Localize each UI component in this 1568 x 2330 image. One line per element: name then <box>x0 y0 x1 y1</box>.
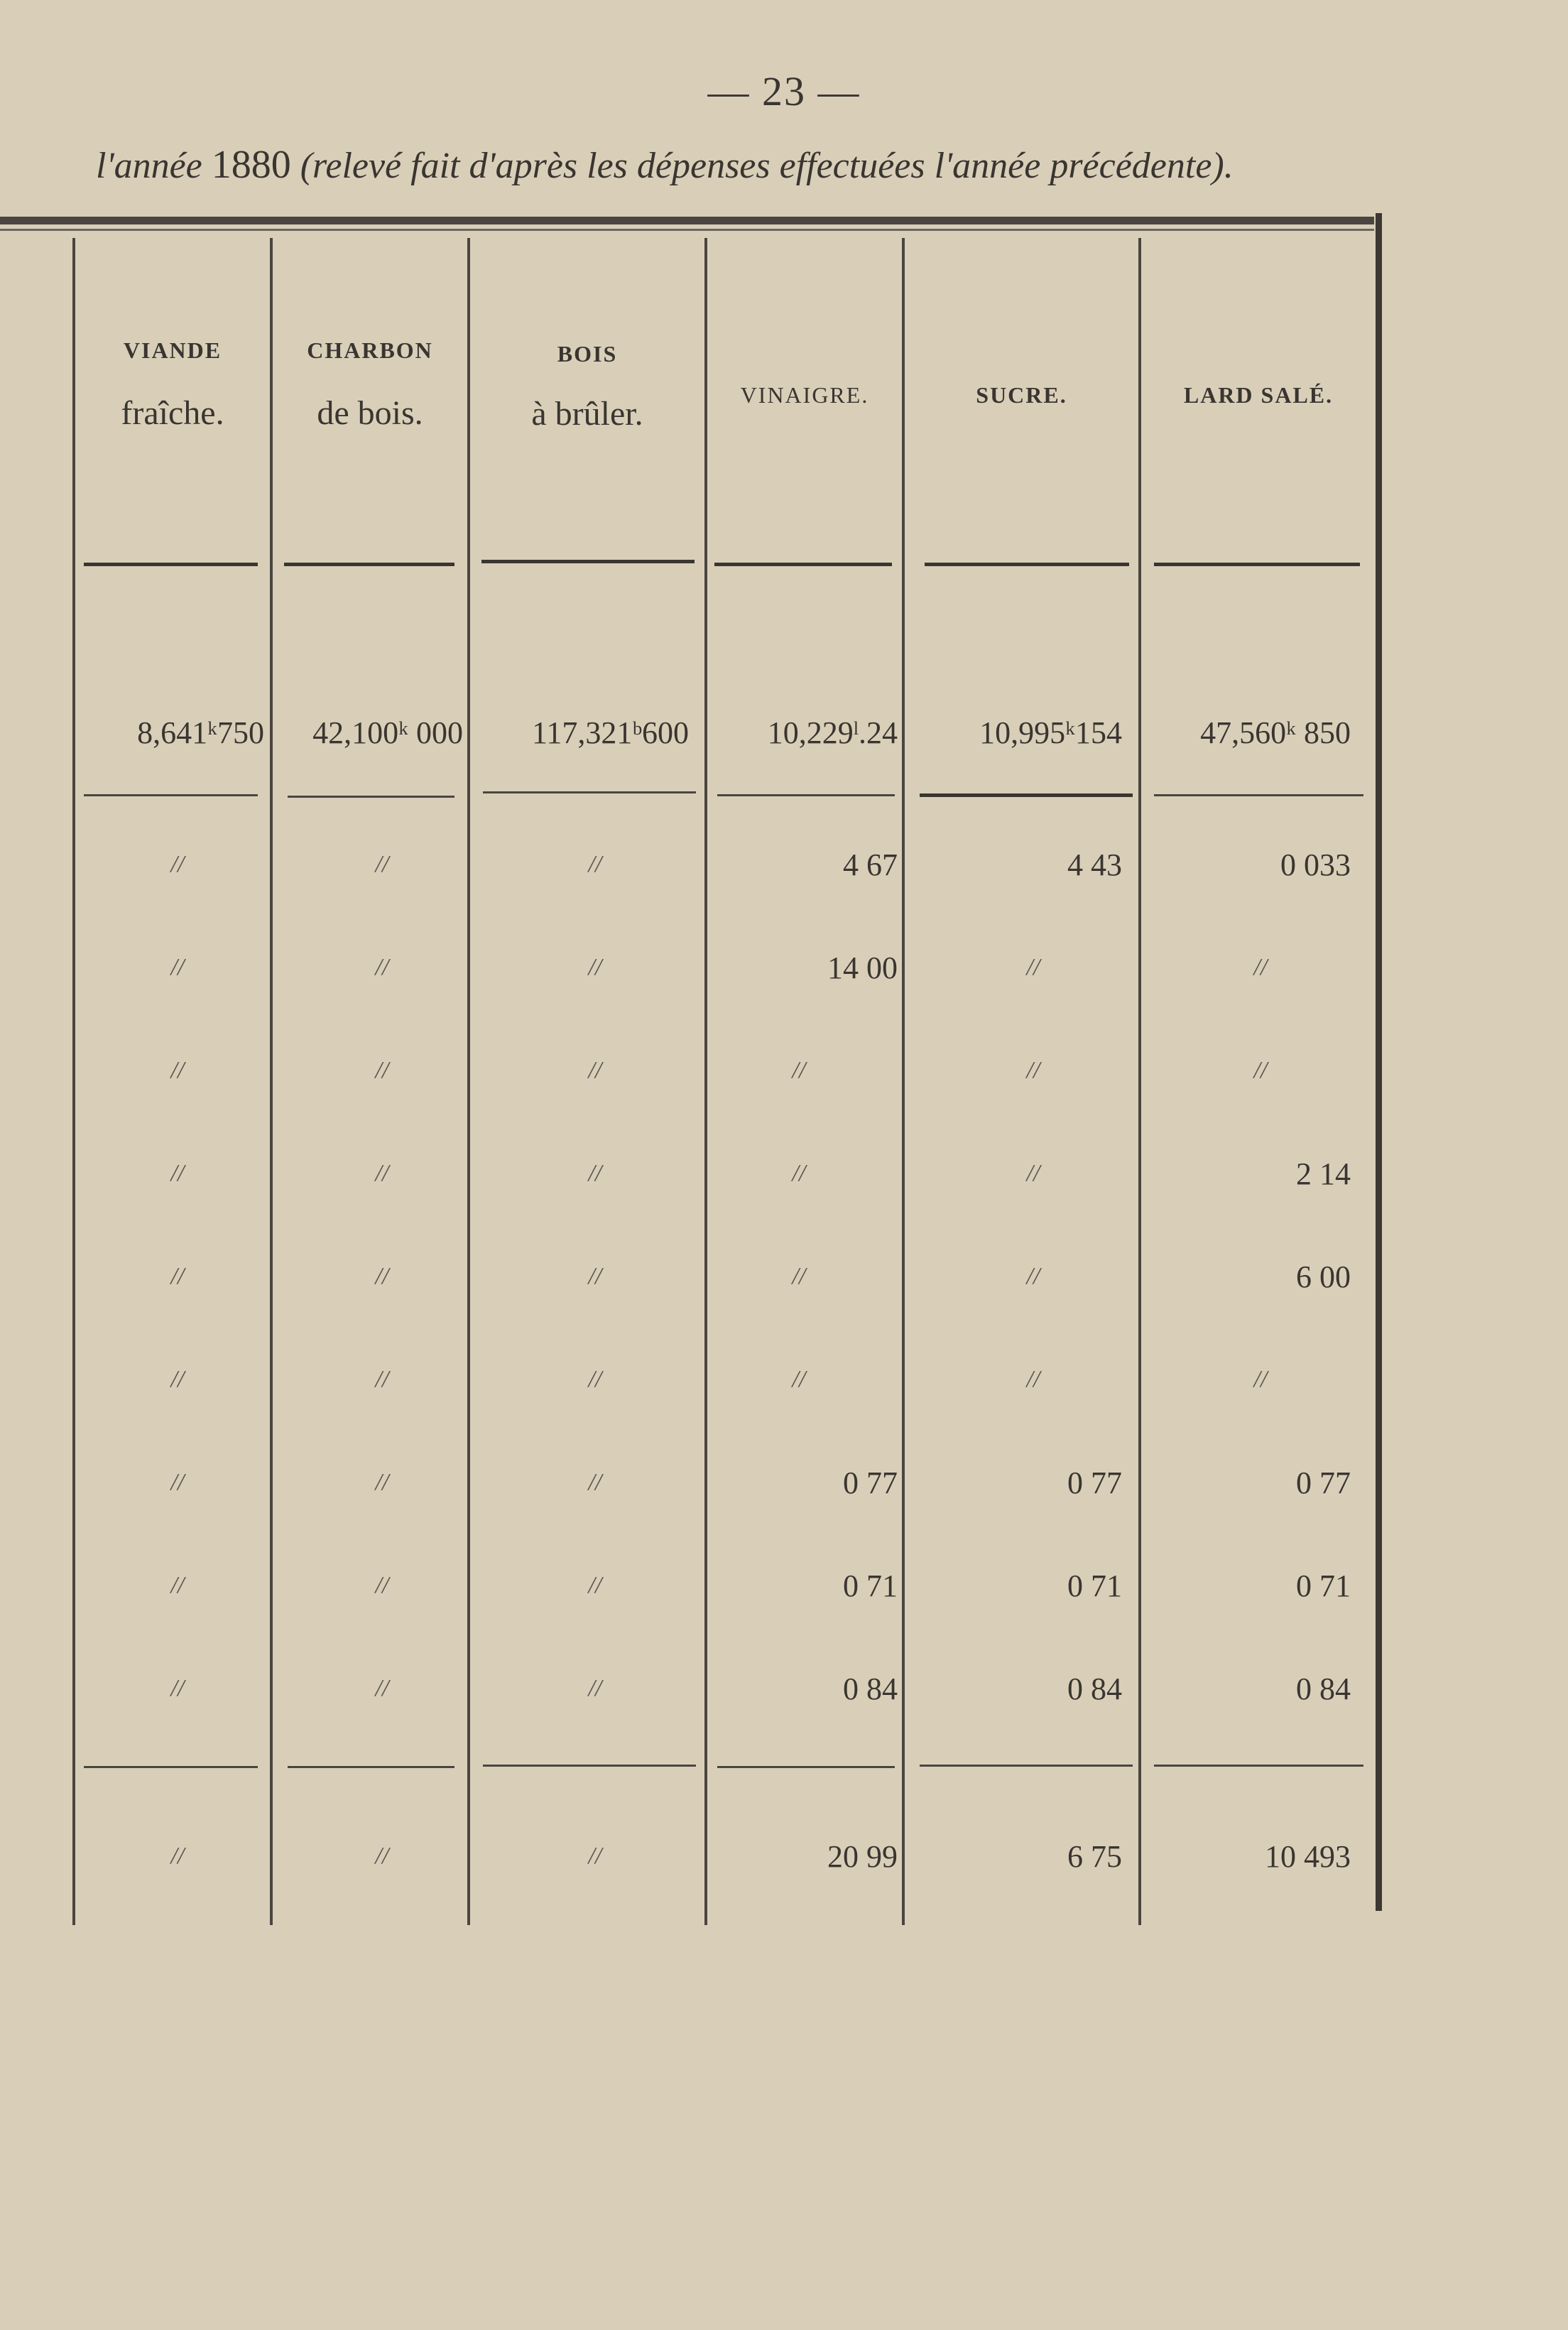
header-lard-sale <box>1141 382 1376 408</box>
table-cell: // <box>170 1675 185 1701</box>
final-rule <box>920 1765 1133 1767</box>
table-cell: // <box>792 1057 806 1083</box>
table-cell: 0 71 <box>843 1568 898 1603</box>
title-year: 1880 <box>211 143 291 187</box>
table-cell: 0 84 <box>1067 1671 1122 1706</box>
table-cell: // <box>1026 954 1040 980</box>
table-top-rule <box>0 217 1374 224</box>
table-cell: // <box>375 1057 389 1083</box>
table-cell: 0 71 <box>1296 1568 1351 1603</box>
totals-cell: 10,995ᵏ154 <box>979 715 1122 750</box>
totals-rule <box>1154 794 1363 796</box>
final-rule <box>1154 1765 1363 1767</box>
title-prefix: l'année <box>96 146 212 186</box>
table-cell: // <box>375 1572 389 1598</box>
table-cell: // <box>170 1160 185 1186</box>
table-cell: // <box>170 1469 185 1495</box>
header-line1: VIANDE <box>123 337 222 363</box>
header-rule <box>925 563 1129 566</box>
table-cell: // <box>588 1160 602 1186</box>
table-cell: // <box>375 1675 389 1701</box>
final-cell: 10 493 <box>1265 1839 1351 1874</box>
header-rule <box>284 563 454 566</box>
table-cell: 0 77 <box>1296 1465 1351 1500</box>
table-cell: // <box>170 1057 185 1083</box>
table-cell: // <box>588 1572 602 1598</box>
header-line1: BOIS <box>557 341 618 367</box>
table-cell: // <box>588 1469 602 1495</box>
table-cell: 4 43 <box>1067 847 1122 882</box>
table-cell: // <box>588 954 602 980</box>
header-line1: LARD SALÉ. <box>1183 382 1334 408</box>
table-cell: // <box>588 1263 602 1289</box>
totals-rule <box>84 794 258 796</box>
header-charbon <box>273 337 467 433</box>
table-cell: // <box>375 1263 389 1289</box>
table-top-rule-thin <box>0 229 1374 231</box>
table-cell: // <box>1026 1160 1040 1186</box>
header-line1: CHARBON <box>307 337 433 363</box>
header-line2: de bois. <box>317 394 423 432</box>
column-divider <box>72 238 75 1925</box>
header-rule <box>1154 563 1360 566</box>
header-vinaigre <box>707 382 902 408</box>
table-cell: 0 77 <box>843 1465 898 1500</box>
table-cell: // <box>1026 1057 1040 1083</box>
totals-rule <box>920 793 1133 797</box>
header-rule <box>714 563 892 566</box>
final-cell: // <box>375 1843 389 1869</box>
table-cell: // <box>792 1160 806 1186</box>
final-cell: 6 75 <box>1067 1839 1122 1874</box>
table-cell: // <box>792 1366 806 1392</box>
final-cell: // <box>588 1843 602 1869</box>
table-cell: // <box>588 851 602 877</box>
column-divider <box>467 238 470 1925</box>
table-cell: // <box>375 954 389 980</box>
table-cell: 0 71 <box>1067 1568 1122 1603</box>
table-cell: 6 00 <box>1296 1259 1351 1294</box>
table-cell: // <box>1026 1263 1040 1289</box>
totals-rule <box>483 791 696 793</box>
header-line2: à brûler. <box>531 395 643 433</box>
totals-cell: 10,229ˡ.24 <box>767 715 898 750</box>
table-cell: // <box>170 1263 185 1289</box>
table-cell: // <box>375 851 389 877</box>
final-rule <box>717 1766 895 1768</box>
table-cell: // <box>1253 1366 1268 1392</box>
final-rule <box>288 1766 454 1768</box>
table-cell: // <box>170 954 185 980</box>
table-cell: // <box>375 1160 389 1186</box>
page-title <box>96 142 1445 188</box>
header-sucre <box>905 382 1138 408</box>
totals-cell: 8,641ᵏ750 <box>137 715 264 750</box>
table-cell: 14 00 <box>827 950 898 985</box>
table-cell: 0 84 <box>843 1671 898 1706</box>
final-rule <box>84 1766 258 1768</box>
table-cell: // <box>588 1675 602 1701</box>
table-cell: // <box>170 1572 185 1598</box>
final-cell: // <box>170 1843 185 1869</box>
totals-rule <box>288 796 454 798</box>
header-line1: SUCRE. <box>976 382 1067 408</box>
final-rule <box>483 1765 696 1767</box>
final-cell: 20 99 <box>827 1839 898 1874</box>
table-cell: 4 67 <box>843 847 898 882</box>
table-cell: // <box>1253 1057 1268 1083</box>
table-cell: 0 033 <box>1280 847 1351 882</box>
totals-rule <box>717 794 895 796</box>
header-rule <box>84 563 258 566</box>
table-right-border <box>1376 213 1382 1911</box>
table-cell: // <box>170 851 185 877</box>
totals-cell: 47,560ᵏ 850 <box>1200 715 1351 750</box>
header-bois <box>470 341 704 433</box>
column-divider <box>270 238 273 1925</box>
table-cell: // <box>375 1366 389 1392</box>
table-cell: 2 14 <box>1296 1156 1351 1191</box>
title-suffix: (relevé fait d'après les dépenses effectuées l'année précédente). <box>290 146 1234 186</box>
table-cell: // <box>170 1366 185 1392</box>
table-cell: // <box>792 1263 806 1289</box>
totals-cell: 42,100ᵏ 000 <box>312 715 463 750</box>
header-line2: fraîche. <box>121 394 224 432</box>
header-line1: VINAIGRE. <box>740 382 869 408</box>
table-cell: // <box>1026 1366 1040 1392</box>
table-cell: // <box>588 1057 602 1083</box>
table-cell: // <box>375 1469 389 1495</box>
table-cell: // <box>588 1366 602 1392</box>
table-cell: 0 84 <box>1296 1671 1351 1706</box>
header-rule <box>481 560 695 563</box>
totals-cell: 117,321ᵇ600 <box>532 715 689 750</box>
page-number: — 23 — <box>707 68 861 114</box>
table-cell: // <box>1253 954 1268 980</box>
table-cell: 0 77 <box>1067 1465 1122 1500</box>
header-viande <box>75 337 270 433</box>
